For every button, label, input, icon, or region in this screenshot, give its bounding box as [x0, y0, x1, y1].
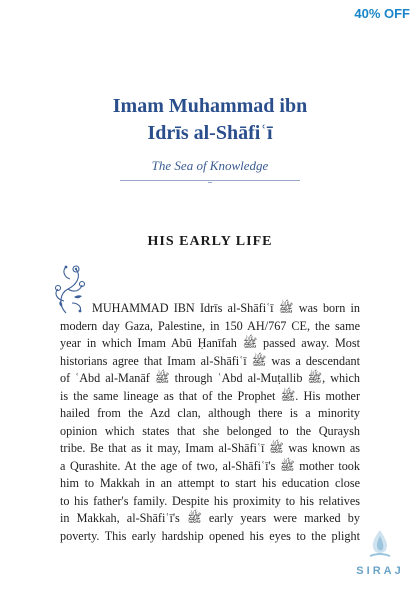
section-body [60, 300, 360, 545]
body-line: year in which Imam Abū Ḥanīfah ﷺ passed away. Most [60, 336, 360, 350]
body-line: hailed from the Azd clan, although there is a minority [60, 406, 360, 420]
body-line: in Makkah, al-Shāfiʿī's ﷺ early years were marked by [60, 511, 360, 525]
book-title-line-2: Idrīs al-Shāfiʿī [147, 122, 273, 144]
title-divider [120, 180, 300, 181]
flame-logo-icon [365, 528, 395, 560]
body-line: to his father's family. Despite his proximity to his relatives [60, 493, 360, 508]
body-line: poverty. This early hardship opened his eyes to the plight [60, 528, 360, 543]
book-subtitle: The Sea of Knowledge [151, 158, 269, 173]
body-line: opinion which states that she belonged to the Quraysh [60, 423, 360, 438]
body-line: a Qurashite. At the age of two, al-Shāfiʿī's ﷺ mother took [60, 458, 360, 473]
logo-text: SIRAJ [356, 565, 404, 577]
book-title-line-1: Imam Muhammad ibn [112, 95, 308, 117]
body-line: modern day Gaza, Palestine, in 150 AH/767 CE, the same [60, 318, 360, 333]
body-line: historians agree that Imam al-Shāfiʿī ﷺ was a descendant [60, 353, 360, 368]
title-divider-accent [208, 182, 212, 183]
book-title [0, 93, 420, 147]
body-line: is the same lineage as that of the Prophet ﷺ. His mother [60, 388, 361, 403]
siraj-logo [350, 528, 410, 577]
section-heading: HIS EARLY LIFE [147, 234, 273, 249]
discount-badge: 40% OFF [342, 0, 420, 25]
body-line: MUHAMMAD IBN Idrīs al-Shāfiʿī ﷺ was born in [92, 301, 360, 315]
body-line: of ʿAbd al-Manāf ﷺ through ʿAbd al-Muṭallib ﷺ, which [60, 371, 360, 385]
body-line: tribe. Be that as it may, Imam al-Shāfiʿī ﷺ was known as [60, 441, 360, 455]
body-line: him to Makkah in an attempt to start his education close [60, 476, 360, 490]
